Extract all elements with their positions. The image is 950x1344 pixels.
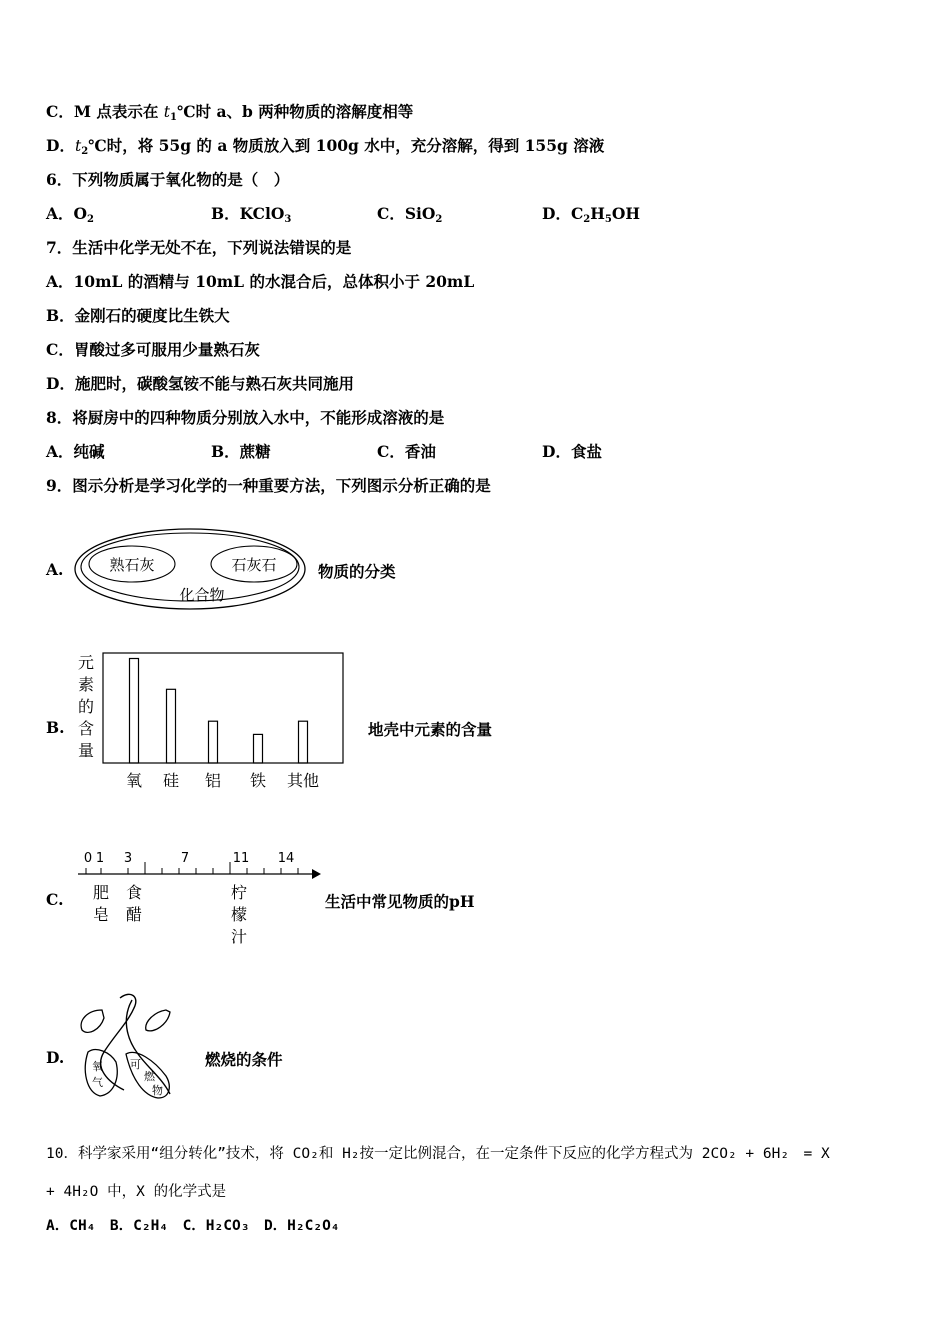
- tick-label: 1: [95, 851, 105, 866]
- bar-4: [299, 721, 308, 763]
- q6-option-b: B．KClO$_3$: [211, 204, 292, 225]
- bar-0: [130, 659, 139, 764]
- q8-stem: 8．将厨房中的四种物质分别放入水中，不能形成溶液的是: [46, 408, 445, 427]
- category-label: 其他: [286, 771, 320, 790]
- fire-char: 氧: [92, 1060, 103, 1073]
- q9-d-caption: 燃烧的条件: [205, 1050, 283, 1069]
- q9-b-caption: 地壳中元素的含量: [368, 720, 493, 739]
- combustion-fire-diagram: [74, 990, 184, 1104]
- q9-d-label: D.: [46, 1048, 65, 1067]
- element-content-bar-chart: [72, 648, 352, 798]
- ph-item-char: 汁: [230, 927, 248, 946]
- q8-option-a: A．纯碱: [46, 442, 105, 461]
- chart-ylabel: [78, 653, 94, 760]
- q8-option-d: D．食盐: [542, 442, 602, 461]
- q6-option-c: C．SiO$_2$: [377, 204, 443, 225]
- q9-c-label: C.: [46, 890, 64, 909]
- ph-number-line: [72, 846, 322, 950]
- q8-option-c: C．香油: [377, 442, 436, 461]
- tick-label: 7: [180, 851, 190, 866]
- ylabel-char: 量: [77, 741, 95, 760]
- tick-label: 3: [123, 851, 133, 866]
- bar-1: [167, 689, 176, 763]
- q9-a-caption: 物质的分类: [318, 562, 396, 581]
- ph-item-char: 肥: [92, 883, 110, 902]
- tick-label: 11: [232, 851, 250, 866]
- category-label: 铁: [249, 771, 267, 790]
- ph-item-char: 食: [125, 883, 143, 902]
- bar-3: [254, 734, 263, 763]
- q9-a-label: A.: [46, 560, 64, 579]
- slaked-lime-text: 熟石灰: [109, 556, 155, 574]
- ylabel-char: 元: [77, 653, 95, 672]
- q7-option-d: D．施肥时，碳酸氢铵不能与熟石灰共同施用: [46, 374, 354, 393]
- ylabel-char: 含: [77, 719, 95, 738]
- tick-label: 0: [83, 851, 93, 866]
- bar-2: [209, 721, 218, 763]
- fire-char: 气: [92, 1076, 103, 1089]
- q10-options: A．CH₄ B．C₂H₄ C．H₂CO₃ D．H₂C₂O₄: [46, 1218, 340, 1234]
- category-label: 铝: [204, 771, 222, 790]
- q9-c-caption: 生活中常见物质的pH: [325, 892, 475, 911]
- q7-option-b: B．金刚石的硬度比生铁大: [46, 306, 230, 325]
- fire-char: 物: [152, 1084, 163, 1097]
- limestone-text: 石灰石: [231, 556, 277, 574]
- q6-stem: 6．下列物质属于氧化物的是（ ）: [46, 170, 290, 189]
- left-droplet: [81, 1010, 104, 1032]
- axis-arrow: [312, 869, 321, 879]
- ph-item-char: 檬: [230, 905, 248, 924]
- ph-item-char: 醋: [125, 905, 143, 924]
- compound-text: 化合物: [179, 586, 225, 604]
- category-label: 硅: [162, 771, 180, 790]
- q7-stem: 7．生活中化学无处不在，下列说法错误的是: [46, 238, 352, 257]
- q6-option-d: D．$C_2H_5OH$: [542, 204, 641, 225]
- q7-option-c: C．胃酸过多可服用少量熟石灰: [46, 340, 260, 359]
- ph-item-labels: [93, 883, 247, 946]
- ph-item-char: 皂: [92, 905, 110, 924]
- fire-char: 可: [130, 1058, 141, 1071]
- fire-char: 燃: [144, 1070, 155, 1083]
- right-droplet: [146, 1010, 170, 1031]
- q10-line-1: 10．科学家采用“组分转化”技术，将 CO₂和 H₂按一定比例混合，在一定条件下反应的化学方程式为 2CO₂ + 6H₂ = X: [46, 1146, 830, 1162]
- classification-diagram: [72, 524, 322, 614]
- q9-stem: 9．图示分析是学习化学的一种重要方法，下列图示分析正确的是: [46, 476, 491, 495]
- q9-b-label: B.: [46, 718, 65, 737]
- q10-line-2: + 4H₂O 中，X 的化学式是: [46, 1184, 227, 1200]
- ylabel-char: 素: [77, 675, 95, 694]
- ylabel-char: 的: [77, 697, 95, 716]
- q8-option-b: B．蔗糖: [211, 442, 271, 461]
- tick-label: 14: [277, 851, 295, 866]
- q5-option-d: D．$t_2℃$时，将 55g 的 a 物质放入到 100g 水中，充分溶解，得到 155g 溶液: [46, 136, 605, 157]
- q5-option-c: C．M 点表示在 $t_1℃$时 a、b 两种物质的溶解度相等: [46, 102, 414, 123]
- ph-item-char: 柠: [230, 883, 248, 902]
- category-label: 氧: [125, 771, 143, 790]
- q6-option-a: A．$O_2$: [46, 204, 94, 225]
- q7-option-a: A．10mL 的酒精与 10mL 的水混合后，总体积小于 20mL: [46, 272, 475, 291]
